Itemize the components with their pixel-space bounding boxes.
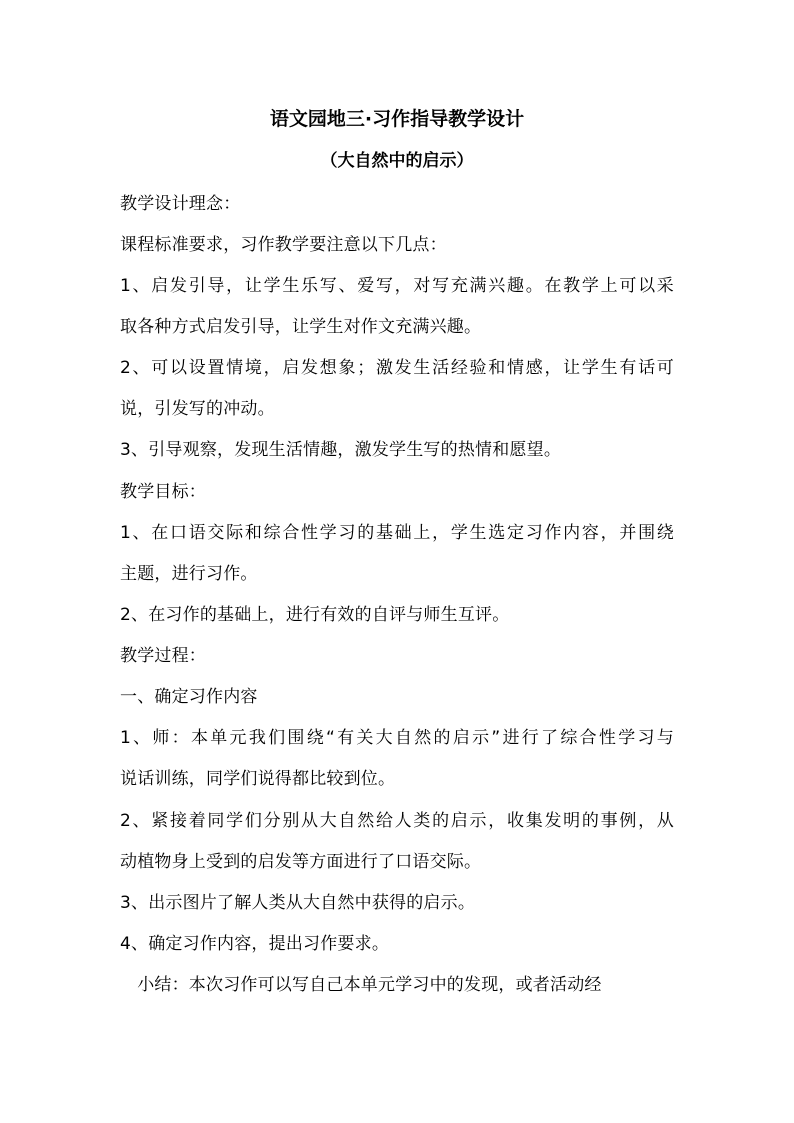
paragraph-line: 1、启发引导，让学生乐写、爱写，对写充满兴趣。在教学上可以采 xyxy=(120,276,674,296)
document-title: 语文园地三·习作指导教学设计 xyxy=(269,108,525,130)
paragraph-line: 主题，进行习作。 xyxy=(120,564,258,584)
subsection-heading: 一、确定习作内容 xyxy=(120,687,258,707)
document-subtitle: （大自然中的启示） xyxy=(320,151,474,171)
paragraph-line: 3、出示图片了解人类从大自然中获得的启示。 xyxy=(120,893,476,913)
paragraph-line: 3、引导观察，发现生活情趣，激发学生写的热情和愿望。 xyxy=(120,440,562,460)
paragraph-line: 动植物身上受到的启发等方面进行了口语交际。 xyxy=(120,852,482,872)
paragraph-line: 课程标准要求，习作教学要注意以下几点： xyxy=(120,235,447,255)
paragraph-line: 4、确定习作内容，提出习作要求。 xyxy=(120,934,390,954)
paragraph-line: 2、紧接着同学们分别从大自然给人类的启示，收集发明的事例，从 xyxy=(120,811,674,831)
paragraph-line: 说，引发写的冲动。 xyxy=(120,399,275,419)
paragraph-line: 说话训练，同学们说得都比较到位。 xyxy=(120,769,396,789)
paragraph-line: 2、在习作的基础上，进行有效的自评与师生互评。 xyxy=(120,605,510,625)
section-heading-teaching-goals: 教学目标： xyxy=(120,482,206,502)
section-heading-design-concept: 教学设计理念： xyxy=(120,194,241,214)
paragraph-line: 1、师：本单元我们围绕“有关大自然的启示”进行了综合性学习与 xyxy=(120,728,674,748)
paragraph-line: 1、在口语交际和综合性学习的基础上，学生选定习作内容，并围绕 xyxy=(120,523,674,543)
paragraph-line: 2、可以设置情境，启发想象；激发生活经验和情感，让学生有话可 xyxy=(120,358,674,378)
paragraph-line: 小结：本次习作可以写自己本单元学习中的发现，或者活动经 xyxy=(120,975,602,995)
section-heading-teaching-process: 教学过程： xyxy=(120,646,206,666)
paragraph-line: 取各种方式启发引导，让学生对作文充满兴趣。 xyxy=(120,317,482,337)
